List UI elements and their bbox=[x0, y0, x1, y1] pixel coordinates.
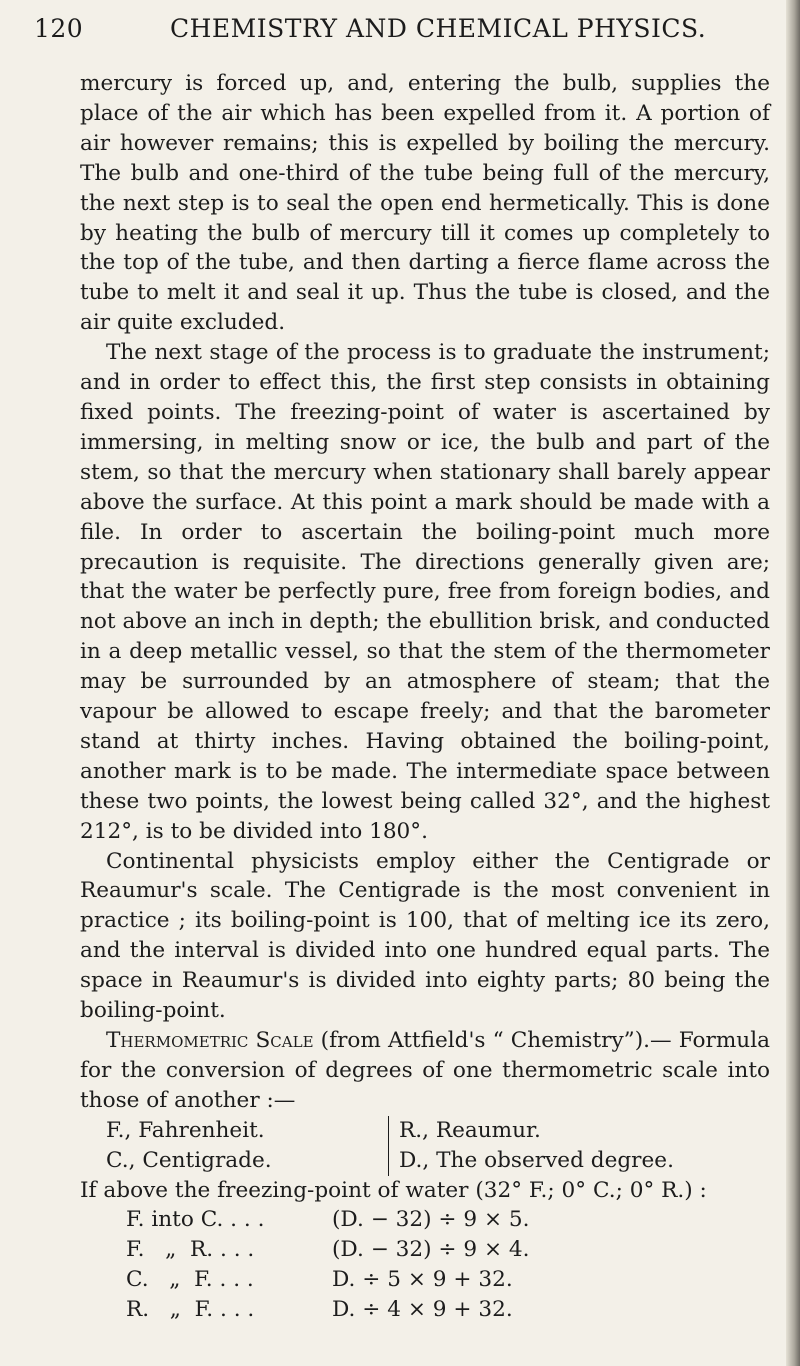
conversion-formulas bbox=[80, 1205, 770, 1325]
formula-conversion: R. „ F. . . . bbox=[126, 1297, 255, 1323]
paragraph-4 bbox=[80, 1026, 770, 1116]
formula-conversion: F. „ R. . . . bbox=[126, 1237, 255, 1263]
paragraph-3: Continental physicists employ either the Centigrade or Reaumur's scale. The Centigrade is the most convenient in practice ; its boiling-point is 100, that of melting ice its zero, and the interval is divided into one hundred equal parts. The space in Reaumur's is divided into eighty parts; 80 being the boiling-point. bbox=[80, 848, 770, 1024]
formula-expression: (D. − 32) ÷ 9 × 5. bbox=[332, 1207, 530, 1233]
formula-conversion: C. „ F. . . . bbox=[126, 1267, 254, 1293]
legend-fahrenheit: F., Fahrenheit. bbox=[106, 1117, 265, 1143]
page-number: 120 bbox=[34, 14, 84, 43]
paragraph-1: mercury is forced up, and, entering the bulb, supplies the place of the air which has been expelled from it. A portion of air however remains; this is expelled by boiling the mercury. The bulb and one-third of the tube being full of the mercury, the next step is to seal the open end hermetically. This is done by heating the bulb of mercury till it comes up completely to the top of the tube, and then darting a fierce flame across the tube to melt it and seal it up. Thus the tube is closed, and the air quite excluded. bbox=[80, 71, 770, 336]
legend-reaumur: R., Reaumur. bbox=[388, 1116, 770, 1146]
paragraph-2: The next stage of the process is to graduate the instrument; and in order to effect this, the first step consists in obtaining fixed points. The freezing-point of water is ascertained by immersing, in melting snow or ice, the bulb and part of the stem, so that the mercury when stationary shall barely appear above the surface. At this point a mark should be made with a file. In order to ascertain the boiling-point much more precaution is requisite. The directions generally given are; that the water be perfectly pure, free from foreign bodies, and not above an inch in depth; the ebullition brisk, and conducted in a deep metallic vessel, so that the stem of the thermometer may be surrounded by an atmosphere of steam; that the vapour be allowed to escape freely; and that the barometer stand at thirty inches. Having obtained the boiling-point, another mark is to be made. The intermediate space between these two points, the lowest being called 32°, and the highest 212°, is to be divided into 180°. bbox=[80, 340, 770, 844]
formula-expression: (D. − 32) ÷ 9 × 4. bbox=[332, 1237, 530, 1263]
running-head bbox=[34, 14, 776, 43]
scale-legend bbox=[80, 1116, 770, 1176]
running-title: CHEMISTRY AND CHEMICAL PHYSICS. bbox=[170, 14, 707, 43]
body-text bbox=[80, 69, 770, 1325]
legend-observed: D., The observed degree. bbox=[388, 1146, 770, 1176]
condition-line: If above the freezing-point of water (32° F.; 0° C.; 0° R.) : bbox=[80, 1177, 707, 1203]
legend-centigrade: C., Centigrade. bbox=[106, 1147, 272, 1173]
formula-row bbox=[80, 1205, 770, 1235]
book-page bbox=[34, 14, 776, 1325]
formula-conversion: F. into C. . . . bbox=[126, 1207, 265, 1233]
section-lead: Thermometric Scale bbox=[106, 1028, 314, 1053]
section-text: (from Attfield's “ Chemistry”).— Formula for the conversion of degrees of one thermometric scale into those of another :— bbox=[80, 1028, 770, 1113]
formula-row bbox=[80, 1265, 770, 1295]
page-edge bbox=[786, 0, 800, 1366]
formula-row bbox=[80, 1235, 770, 1265]
formula-expression: D. ÷ 5 × 9 + 32. bbox=[332, 1267, 513, 1293]
formula-expression: D. ÷ 4 × 9 + 32. bbox=[332, 1297, 513, 1323]
formula-row bbox=[80, 1295, 770, 1325]
